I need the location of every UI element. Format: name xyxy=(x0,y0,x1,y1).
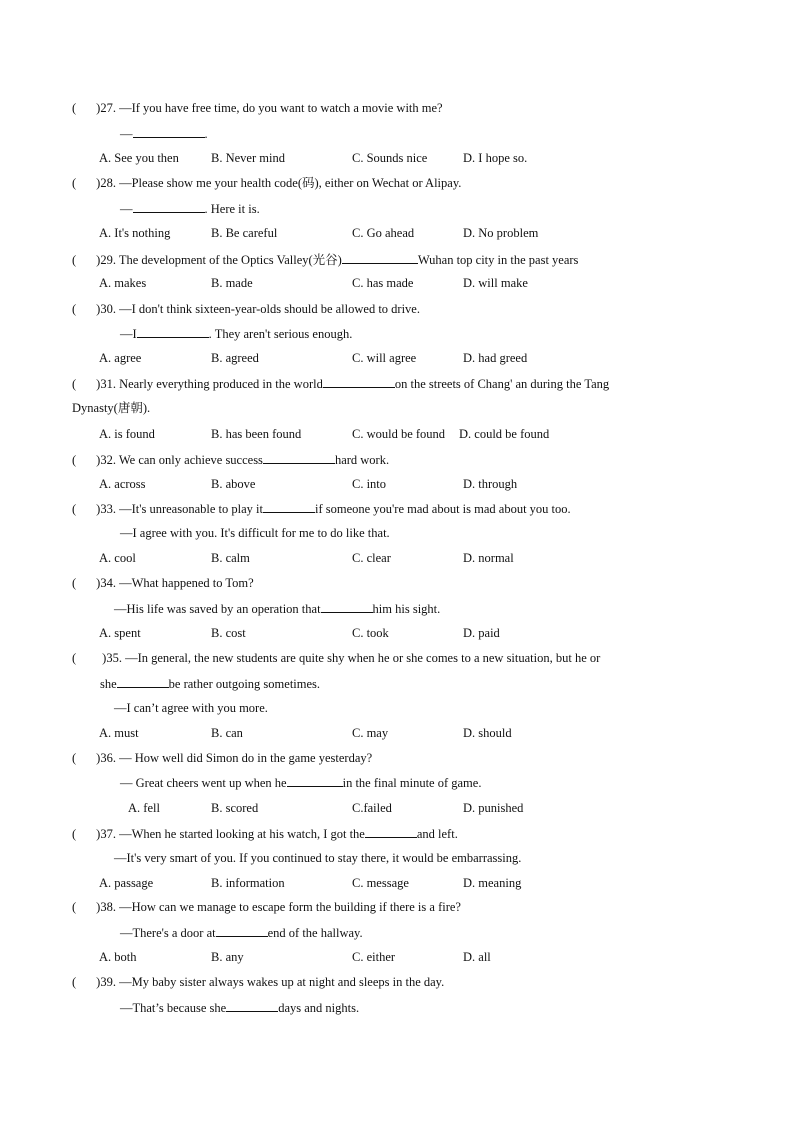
option-c[interactable]: C. may xyxy=(352,726,389,740)
option-c[interactable]: C. would be found xyxy=(352,427,446,441)
answer-blank[interactable] xyxy=(117,675,169,688)
question-31: ( )31. Nearly everything produced in the world on the streets of Chang' an during the Tang xyxy=(72,377,610,391)
option-c[interactable]: C. Go ahead xyxy=(352,226,415,240)
reply-line: —There's a door at end of the hallway. xyxy=(120,926,363,940)
answer-blank[interactable] xyxy=(342,251,418,264)
answer-blank[interactable] xyxy=(226,999,278,1012)
option-d[interactable]: D. should xyxy=(463,726,512,740)
answer-blank[interactable] xyxy=(263,451,335,464)
option-d[interactable]: D. through xyxy=(463,477,518,491)
question-28: ( )28. —Please show me your health code(码), either on Wechat or Alipay. xyxy=(72,176,462,190)
option-a[interactable]: A. fell xyxy=(128,801,160,815)
question-39: ( )39. —My baby sister always wakes up at night and sleeps in the day. xyxy=(72,975,445,989)
reply-line: —I agree with you. It's difficult for me to do like that. xyxy=(120,526,390,540)
answer-blank[interactable] xyxy=(365,825,417,838)
option-a[interactable]: A. makes xyxy=(99,276,147,290)
answer-blank[interactable] xyxy=(287,774,343,787)
option-a[interactable]: A. It's nothing xyxy=(99,226,171,240)
question-27 xyxy=(72,100,443,116)
option-a[interactable]: A. is found xyxy=(99,427,155,441)
question-30: ( )30. —I don't think sixteen-year-olds should be allowed to drive. xyxy=(72,302,420,316)
answer-blank[interactable] xyxy=(133,200,205,213)
answer-blank[interactable] xyxy=(137,325,209,338)
reply-line: —His life was saved by an operation that him his sight. xyxy=(114,602,441,616)
option-b[interactable]: B. Never mind xyxy=(211,151,285,165)
question-29: ( )29. The development of the Optics Valley(光谷) Wuhan top city in the past years xyxy=(72,253,579,267)
reply-line: —I can’t agree with you more. xyxy=(114,701,268,715)
answer-blank[interactable] xyxy=(263,500,315,513)
option-a[interactable]: A. across xyxy=(99,477,146,491)
option-a[interactable]: A. See you then xyxy=(99,151,179,165)
question-35-continued: she be rather outgoing sometimes. xyxy=(100,677,321,691)
option-d[interactable]: D. will make xyxy=(463,276,528,290)
question-35: ( )35. —In general, the new students are quite shy when he or she comes to a new situation, but he or xyxy=(72,651,601,665)
option-d[interactable]: D. No problem xyxy=(463,226,539,240)
option-a[interactable]: A. cool xyxy=(99,551,136,565)
reply-line: —I . They aren't serious enough. xyxy=(120,327,353,341)
option-c[interactable]: C. has made xyxy=(352,276,414,290)
reply-line: — Great cheers went up when he in the final minute of game. xyxy=(120,776,482,790)
option-a[interactable]: A. spent xyxy=(99,626,141,640)
reply-line: — . xyxy=(120,127,208,141)
option-a[interactable]: A. both xyxy=(99,950,137,964)
question-32: ( )32. We can only achieve success hard work. xyxy=(72,453,390,467)
answer-blank[interactable] xyxy=(133,125,205,138)
answer-blank[interactable] xyxy=(323,375,395,388)
option-d[interactable]: D. paid xyxy=(463,626,500,640)
reply-line: —That’s because she days and nights. xyxy=(120,1001,360,1015)
option-c[interactable]: C. message xyxy=(352,876,409,890)
answer-blank[interactable] xyxy=(216,924,268,937)
option-b[interactable]: B. scored xyxy=(211,801,259,815)
question-37: ( )37. —When he started looking at his watch, I got the and left. xyxy=(72,827,458,841)
paren: ( xyxy=(72,101,77,115)
option-b[interactable]: B. agreed xyxy=(211,351,259,365)
option-c[interactable]: C. Sounds nice xyxy=(352,151,428,165)
question-33: ( )33. —It's unreasonable to play it if someone you're mad about is mad about you too. xyxy=(72,502,571,516)
question-34: ( )34. —What happened to Tom? xyxy=(72,576,254,590)
option-d[interactable]: D. I hope so. xyxy=(463,151,528,165)
option-b[interactable]: B. can xyxy=(211,726,243,740)
option-c[interactable]: C. will agree xyxy=(352,351,417,365)
answer-blank[interactable] xyxy=(321,600,373,613)
option-b[interactable]: B. made xyxy=(211,276,253,290)
option-d[interactable]: D. had greed xyxy=(463,351,528,365)
option-a[interactable]: A. agree xyxy=(99,351,142,365)
question-stem: )27. —If you have free time, do you want to watch a movie with me? xyxy=(96,101,443,115)
option-a[interactable]: A. passage xyxy=(99,876,154,890)
option-c[interactable]: C. either xyxy=(352,950,396,964)
option-d[interactable]: D. punished xyxy=(463,801,524,815)
option-d[interactable]: D. meaning xyxy=(463,876,522,890)
question-36: ( )36. — How well did Simon do in the game yesterday? xyxy=(72,751,373,765)
option-c[interactable]: C. into xyxy=(352,477,387,491)
option-d[interactable]: D. normal xyxy=(463,551,514,565)
option-b[interactable]: B. information xyxy=(211,876,285,890)
option-a[interactable]: A. must xyxy=(99,726,139,740)
option-d[interactable]: D. all xyxy=(463,950,491,964)
option-b[interactable]: B. cost xyxy=(211,626,246,640)
option-c[interactable]: C. clear xyxy=(352,551,391,565)
option-b[interactable]: B. any xyxy=(211,950,244,964)
option-c[interactable]: C. took xyxy=(352,626,389,640)
option-b[interactable]: B. Be careful xyxy=(211,226,278,240)
option-c[interactable]: C.failed xyxy=(352,801,392,815)
option-b[interactable]: B. calm xyxy=(211,551,250,565)
question-38: ( )38. —How can we manage to escape form the building if there is a fire? xyxy=(72,900,461,914)
option-d[interactable]: D. could be found xyxy=(459,427,550,441)
option-b[interactable]: B. above xyxy=(211,477,256,491)
question-31-continued: Dynasty(唐朝). xyxy=(72,401,151,415)
option-b[interactable]: B. has been found xyxy=(211,427,302,441)
reply-line: —It's very smart of you. If you continued to stay there, it would be embarrassing. xyxy=(114,851,522,865)
reply-line: — . Here it is. xyxy=(120,202,260,216)
